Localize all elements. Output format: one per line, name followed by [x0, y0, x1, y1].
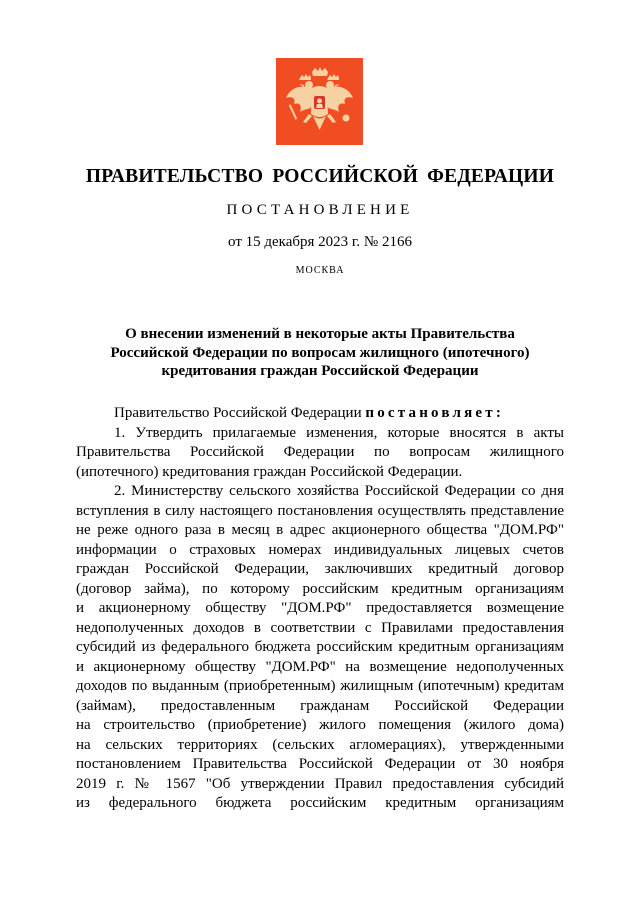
body-line: постановлением Правительства Российской Федерации от 30 ноября: [76, 756, 564, 772]
body-line: недополученных доходов в соответствии с Правилами предоставления: [76, 619, 564, 636]
document-date-number: от 15 декабря 2023 г. № 2166: [228, 234, 412, 250]
government-name: ПРАВИТЕЛЬСТВО РОССИЙСКОЙ ФЕДЕРАЦИИ: [85, 166, 555, 187]
body-line: доходов по выданным (приобретенным) жилищным (ипотечным) кредитам: [76, 678, 564, 694]
body-line: не реже одного раза в месяц в адрес акционерного общества "ДОМ.РФ": [76, 522, 564, 538]
title-line: кредитования граждан Российской Федерации: [161, 363, 479, 379]
body-line: и акционерному обществу "ДОМ.РФ" предоставляется возмещение: [76, 600, 564, 616]
body-line: 2019 г. № 1567 "Об утверждении Правил предоставления субсидий: [76, 775, 564, 792]
coat-of-arms-emblem: [276, 58, 363, 145]
body-line: из федерального бюджета российским кредитным организациям: [76, 795, 564, 811]
title-line: Российской Федерации по вопросам жилищного (ипотечного): [110, 344, 530, 361]
body-line: (ипотечного) кредитования граждан Российской Федерации.: [76, 463, 463, 480]
body-line: субсидий из федерального бюджета российским кредитным организациям: [76, 639, 564, 655]
preamble-line: [76, 404, 564, 424]
body-line: Правительства Российской Федерации по вопросам жилищного: [76, 444, 564, 460]
body-line: информации о страховых номерах индивидуальных лицевых счетов: [76, 541, 564, 558]
document-type: ПОСТАНОВЛЕНИЕ: [226, 202, 414, 218]
body-line: 2. Министерству сельского хозяйства Российской Федерации со дня: [114, 483, 564, 499]
body-line: на строительство (приобретение) жилого помещения (жилого дома): [76, 717, 564, 733]
preamble-resolves: постановляет:: [365, 405, 505, 421]
document-body: [76, 404, 564, 814]
body-line: на сельских территориях (сельских агломерациях), утвержденными: [76, 736, 564, 753]
preamble-text: Правительство Российской Федерации: [114, 405, 366, 421]
title-line: О внесении изменений в некоторые акты Правительства: [125, 326, 515, 342]
body-line: граждан Российской Федерации, заключивших кредитный договор: [76, 561, 564, 577]
document-title: [80, 325, 560, 381]
body-line: 1. Утвердить прилагаемые изменения, которые вносятся в акты: [114, 424, 564, 441]
body-line: вступления в силу настоящего постановления осуществлять представление: [76, 502, 564, 519]
body-line: и акционерному обществу "ДОМ.РФ" на возмещение недополученных: [76, 658, 564, 675]
document-city: МОСКВА: [295, 265, 345, 276]
body-line: (договор займа), по которому российским кредитным организациям: [76, 580, 564, 597]
body-line: (займам), предоставленным гражданам Российской Федерации: [76, 697, 564, 714]
